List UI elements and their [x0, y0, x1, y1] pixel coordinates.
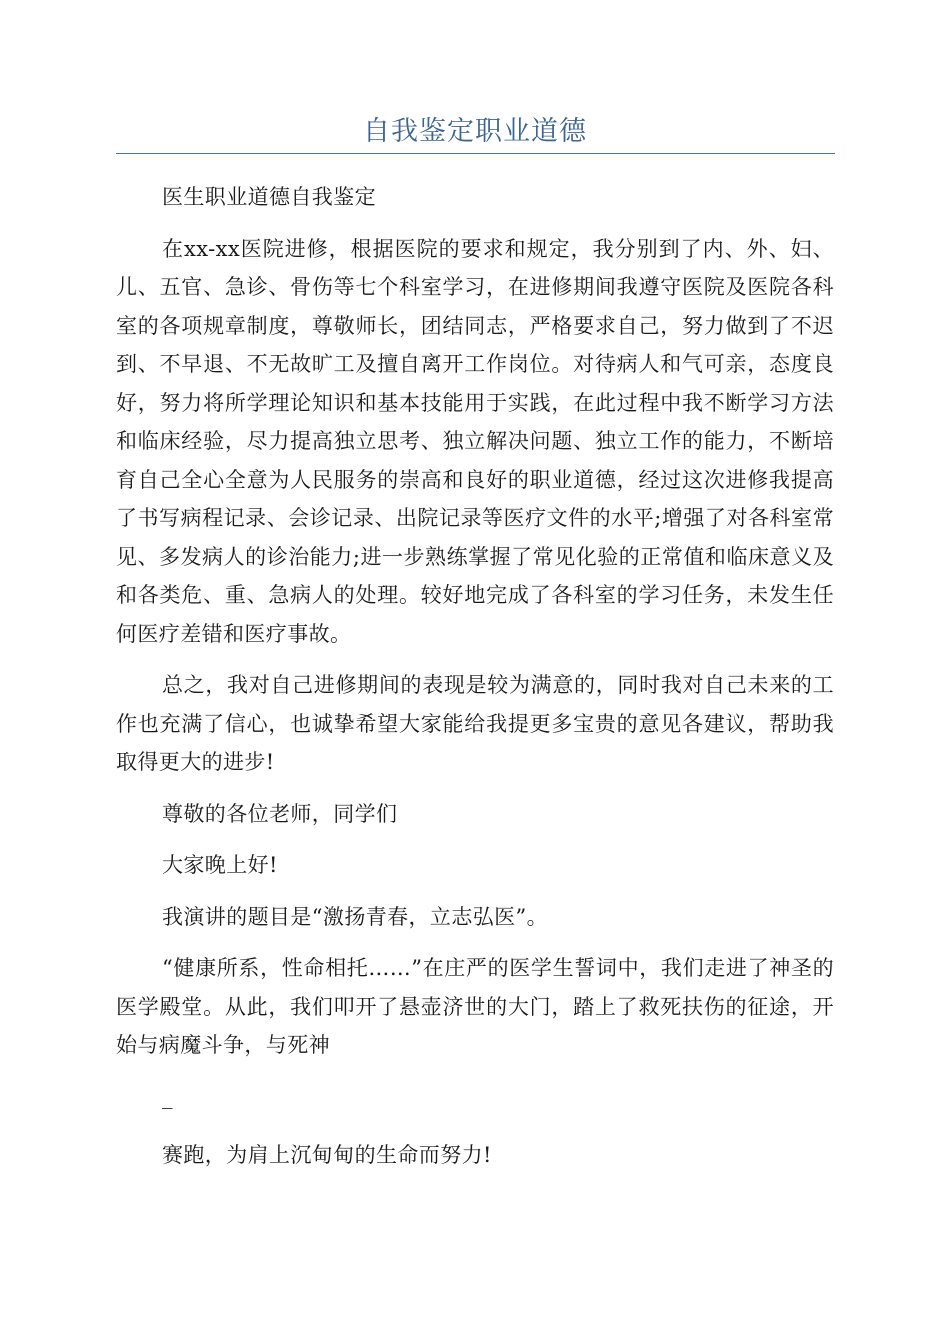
title-underline — [116, 153, 835, 154]
paragraph-conclusion: 总之，我对自己进修期间的表现是较为满意的，同时我对自己未来的工作也充满了信心，也诚挚希望大家能给我提更多宝贵的意见各建议，帮助我取得更大的进步! — [116, 673, 834, 774]
paragraph-greeting-evening: 大家晚上好! — [162, 853, 278, 877]
paragraph-race: 赛跑，为肩上沉甸甸的生命而努力! — [162, 1143, 492, 1167]
paragraph-speech-topic: 我演讲的题目是“激扬青春，立志弘医”。 — [162, 904, 549, 929]
document-body — [116, 178, 834, 1188]
paragraph-oath: “健康所系，性命相托……”在庄严的医学生誓词中，我们走进了神圣的医学殿堂。从此，我们叩开了悬壶济世的大门，踏上了救死扶伤的征途，开始与病魔斗争，与死神 — [116, 956, 834, 1057]
document-title: 自我鉴定职业道德 — [363, 116, 587, 147]
paragraph-training-summary: 在xx-xx医院进修，根据医院的要求和规定，我分别到了内、外、妇、儿、五官、急诊、骨伤等七个科室学习，在进修期间我遵守医院及医院各科室的各项规章制度，尊敬师长，团结同志，严格要求自己，努力做到了不迟到、不早退、不无故旷工及擅自离开工作岗位。对待病人和气可亲，态度良好，努力将所学理论知识和基本技能用于实践，在此过程中我不断学习方法和临床经验，尽力提高独立思考、独立解决问题、独立工作的能力，不断培育自己全心全意为人民服务的崇高和良好的职业道德，经过这次进修我提高了书写病程记录、会诊记录、出院记录等医疗文件的水平;增强了对各科室常见、多发病人的诊治能力;进一步熟练掌握了常见化验的正常值和临床意义及和各类危、重、急病人的处理。较好地完成了各科室的学习任务，未发生任何医疗差错和医疗事故。 — [116, 236, 834, 646]
paragraph-subtitle: 医生职业道德自我鉴定 — [162, 185, 376, 209]
paragraph-greeting-teachers: 尊敬的各位老师，同学们 — [162, 801, 398, 826]
paragraph-dash: _ — [162, 1084, 173, 1109]
